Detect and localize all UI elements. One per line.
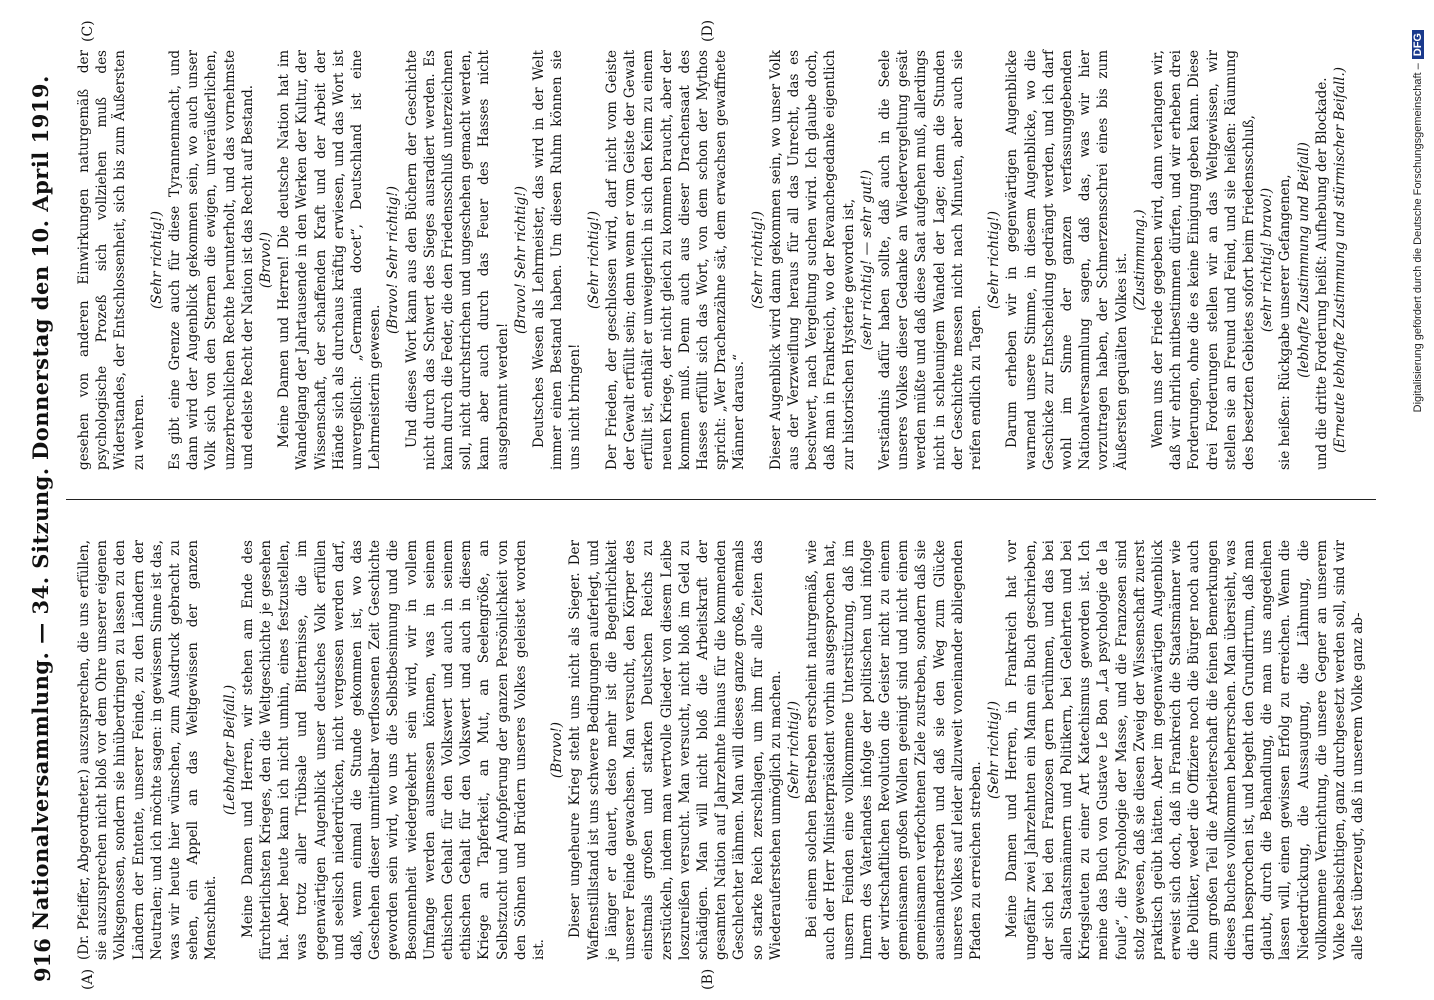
session-date: Donnerstag den 10. April 1919.: [28, 75, 53, 460]
interjection: (Bravo! Sehr richtig!): [512, 186, 529, 334]
interjection: (Bravo! Sehr richtig!): [385, 186, 402, 334]
paragraph: Darum erheben wir in gegenwärtigen Augenblicke warnend unsere Stimme, in diesem Augenblicke, wo die Geschicke zur Entscheidung gedrängt werden, und ich darf wohl im Sinne der ganzen verfassunggebenden Nationalversammlung sagen, daß das, was wir hier vorzutragen haben, der Schmerzensschrei eines bis zum Äußersten gequälten Volkes ist.: [1004, 50, 1130, 470]
interjection: (Lebhafter Beifall.): [221, 684, 238, 816]
paragraph: und die dritte Forderung heißt: Aufhebung der Blockade.: [1313, 77, 1330, 470]
paragraph: (Dr. Pfeiffer, Abgeordneter.) auszusprechen, die uns erfüllen, sie auszusprechen nicht bloß vor dem Ohre unserer eigenen Volksgenossen, sondern sie hinüberdringen zu lassen zu den Ländern der Entente, unserer Feinde, zu den Ländern der Neutralen; und ich möchte sagen: in gewissem Sinne ist das, was wir heute hier wünschen, zum Ausdruck gebracht zu sehen, ein Appell an das Weltgewissen der ganzen Menschheit.: [76, 540, 220, 960]
interjection: (Bravo!): [549, 721, 566, 779]
paragraph: gesehen von anderen Einwirkungen naturgemäß der psychologische Prozeß sich vollziehen muß des Widerstandes, der Entschlossenheit, sich bis zum Äußersten zu wehren.: [76, 50, 147, 470]
paragraph: Deutsches Wesen als Lehrmeister, das wird in der Welt immer einen Bestand haben. Um diesen Ruhm können sie uns nicht bringen!: [531, 50, 584, 470]
paragraph: Und dieses Wort kann aus den Büchern der Geschichte nicht durch das Schwert des Sieges ausradiert werden. Es kann durch die Feder, die den Friedensschluß unterzeichnen soll, nicht durchstrichen und ungeschehen gemacht werden, kann aber auch durch das Feuer des Hasses nicht ausgebrannt werden!: [403, 50, 511, 470]
credit-text: Digitalisierung gefördert durch die Deutsche Forschungsgemeinschaft –: [1412, 63, 1424, 413]
paragraph: Dieser ungeheure Krieg steht uns nicht als Sieger. Der Waffenstillstand ist uns schwere Bedingungen auferlegt, und je länger er dauert, desto mehr ist die Begehrlichkeit unserer Feinde gewachsen. Man versucht, den Körper des einstmals großen und starken Deutschen Reichs zu zerstückeln, indem man wertvolle Glieder von diesem Leibe loszureißen versucht. Man versucht, nicht bloß im Geld zu schädigen. Man will nicht bloß die Arbeitskraft der gesamten Nation auf Jahrzehnte hinaus für die kommenden Geschlechter lähmen. Man will dieses ganze große, ehemals so starke Reich zerschlagen, um ihm für alle Zeiten das Wiederauferstehen unmöglich zu machen.: [567, 540, 784, 960]
paragraph: sie heißen: Rückgabe unserer Gefangenen,: [1277, 174, 1294, 470]
dfg-logo: DFG: [1412, 30, 1424, 59]
digitization-credit: [1412, 30, 1432, 960]
interjection: (Erneute lebhafte Zustimmung und stürmischer Beifall.): [1332, 66, 1349, 454]
column-divider: [66, 499, 1376, 500]
interjection: (Sehr richtig!): [148, 210, 165, 310]
left-text-column: [75, 540, 1367, 960]
margin-marker-a: (A): [80, 968, 96, 990]
session-title: Nationalversammlung. — 34. Sitzung.: [28, 467, 53, 930]
interjection: (Sehr richtig!): [585, 210, 602, 310]
margin-marker-d: (D): [700, 19, 716, 42]
right-text-column: [75, 50, 1349, 470]
interjection: (Sehr richtig!): [749, 210, 766, 310]
paragraph: Meine Damen und Herren! Die deutsche Nation hat im Wandelgang der Jahrtausende in den Werken der Kultur, der Wissenschaft, der schaffenden Kraft und der Arbeit der Hände sich als durchaus kräftig erwiesen, und das Wort ist unvergeßlich: „Germania docet“, Deutschland ist eine Lehrmeisterin gewesen.: [276, 50, 384, 470]
rotated-print-page: [0, 10, 1385, 990]
interjection: (Bravo!): [258, 231, 275, 289]
page-number: 916: [30, 938, 55, 982]
paragraph: Der Frieden, der geschlossen wird, darf nicht vom Geiste der Gewalt erfüllt sein; denn wenn er vom Geiste der Gewalt erfüllt ist, enthält er unweigerlich in sich den Keim zu einem neuen Kriege, der nicht gleich zu kommen braucht, aber der kommen muß. Denn auch aus dieser Drachensaat des Hasses erfüllt sich das Wort, von dem schon der Mythos spricht: „Wer Drachenzähne sät, dem erwachsen gewaffnete Männer daraus.“: [603, 50, 748, 470]
interjection: (lebhafte Zustimmung und Beifall): [1295, 142, 1312, 378]
interjection: (Sehr richtig!): [986, 700, 1003, 800]
paragraph: Dieser Augenblick wird dann gekommen sein, wo unser Volk aus der Verzweiflung heraus für all das Unrecht, das es beschwert, nach Vergeltung suchen wird. Ich glaube doch, daß man in Frankreich, wo der Revanchegedanke eigentlich zur historischen Hysterie geworden ist,: [767, 50, 857, 470]
paragraph: Verständnis dafür haben sollte, daß auch in die Seele unseres Volkes dieser Gedanke an Wiedervergeltung gesät werden müßte und daß diese Saat aufgehen muß, allerdings nicht in schleunigem Wandel der Lage; denn die Stunden der Geschichte messen nicht nach Minuten, aber auch sie reifen endlich zu Tagen.: [876, 50, 984, 470]
paragraph: Meine Damen und Herren, in Frankreich hat vor ungefähr zwei Jahrzehnten ein Mann ein Buch geschrieben, der sich bei den Franzosen gern berühmen, und das bei allen Staatsmännern und Politikern, bei Gelehrten und bei Kriegsleuten zu einer Art Katechismus geworden ist. Ich meine das Buch von Gustave Le Bon „La psychologie de la foule“, die Psychologie der Masse, und die Franzosen sind stolz gewesen, daß sie diesen Zweig der Wissenschaft zuerst praktisch geübt hätten. Aber im gegenwärtigen Augenblick erweist sich doch, daß in Frankreich die Staatsmänner wie die Politiker, weder die Offiziere noch die Bürger noch auch zum großen Teil die Arbeiterschaft die feinen Bemerkungen dieses Buches vollkommen beherrschen. Man übersieht, was darin besprochen ist, und begeht den Grundirrtum, daß man glaubt, durch die Behandlung, die man uns angedeihen lassen will, einen gewissen Erfolg zu erreichen. Wenn die Niederdrückung, die Aussaugung, die Lähmung, die vollkommene Vernichtung, die unsere Gegner an unserem Volke beabsichtigen, ganz durchgesetzt werden soll, sind wir alle fest überzeugt, daß in unserem Volke ganz ab-: [1004, 540, 1367, 960]
interjection: (Sehr richtig!): [785, 700, 802, 800]
margin-marker-b: (B): [700, 968, 716, 990]
interjection: (sehr richtig! bravo!): [1259, 187, 1276, 333]
paragraph: Bei einem solchen Bestreben erscheint naturgemäß, wie auch der Herr Ministerpräsident vorhin ausgesprochen hat, unsern Feinden eine vollkommene Unterstützung, daß im Innern des Vaterlandes infolge der politischen und infolge der wirtschaftlichen Revolution die Geister nicht zu einem gemeinsamen großen Wollen geeinigt sind und nicht einem gemeinsamen verfochtenen Ziele zustreben, sondern daß sie auseinanderstreben und daß sie den Weg zum Glücke unseres Volkes auf leider allzuweit voneinander abliegenden Pfaden zu erreichen streben.: [804, 540, 984, 960]
interjection: (Zustimmung.): [1131, 209, 1148, 311]
interjection: (Sehr richtig!): [986, 210, 1003, 310]
running-header: [0, 10, 60, 990]
interjection: (sehr richtig! — sehr gut!): [858, 169, 875, 351]
paragraph: Es gibt eine Grenze auch für diese Tyrannenmacht, und dann wird der Augenblick gekommen sein, wo auch unser Volk sich von den Sternen die ewigen, unveräußerlichen, unzerbrechlichen Rechte herunterholt, und das vornehmste und edelste Recht der Nation ist das Recht auf Bestand.: [167, 50, 256, 470]
margin-marker-c: (C): [80, 20, 96, 42]
paragraph: Meine Damen und Herren, wir stehen am Ende des fürchterlichsten Krieges, den die Weltgeschichte je gesehen hat. Aber heute kann ich nicht umhin, eines festzustellen, was trotz aller Trübsale und Bitternisse, die im gegenwärtigen Augenblick unser deutsches Volk erfüllen und seelisch niederdrücken, nicht vergessen werden darf, daß, wenn einmal die Stunde gekommen ist, wo das Geschehen dieser unmittelbar verflossenen Zeit Geschichte geworden sein wird, wo uns die Selbstbesinnung und die Besonnenheit wiedergekehrt sein wird, wir in vollem Umfange werden ausmessen können, was in seinem ethischen Gehalt für den Volkswert und auch in seinem ethischen Gehalt für den Volkswert und auch in diesem Kriege an Tapferkeit, an Mut, an Seelengröße, an Selbstzucht und Aufopferung der ganzen Persönlichkeit von den Söhnen und Brüdern unseres Volkes geleistet worden ist.: [239, 540, 548, 960]
paragraph: Wenn uns der Friede gegeben wird, dann verlangen wir, daß wir ehrlich mitbestimmen dürfen, und wir erheben drei Forderungen, ohne die es keine Einigung geben kann. Diese drei Forderungen stellen wir an das Weltgewissen, wir stellen sie an Freund und Feind, und sie heißen: Räumung des besetzten Gebietes sofort beim Friedensschluß,: [1149, 50, 1257, 470]
